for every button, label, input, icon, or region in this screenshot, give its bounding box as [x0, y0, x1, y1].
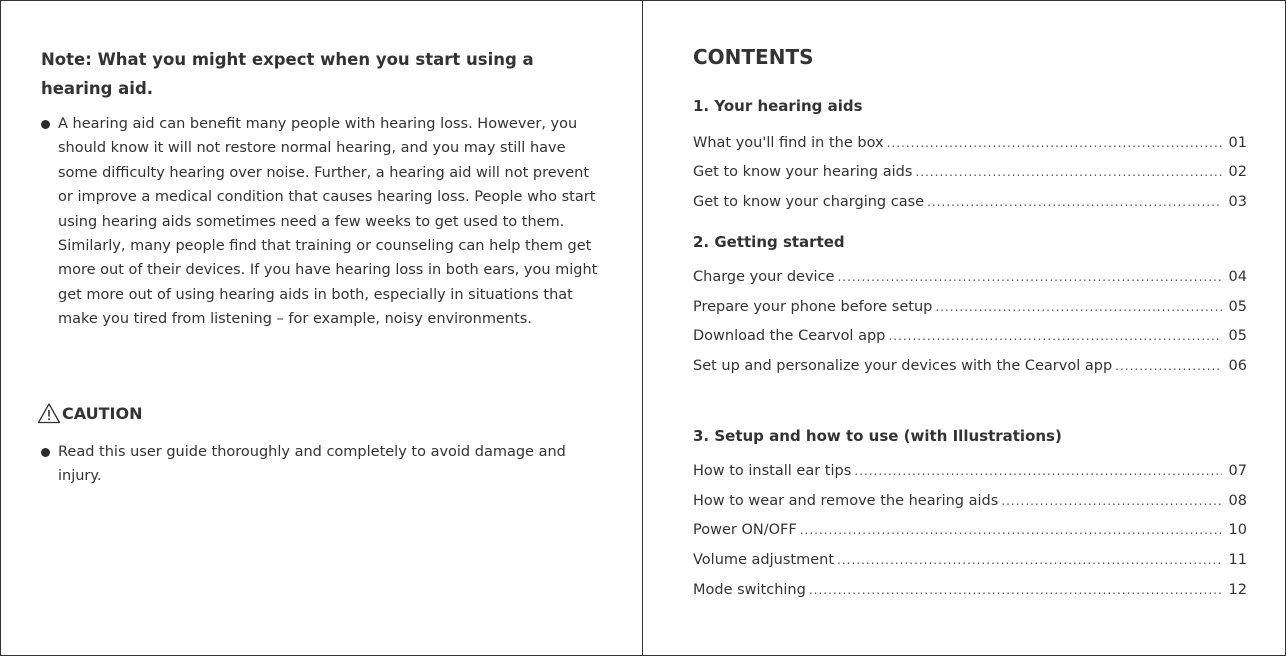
caution-heading [37, 401, 142, 425]
toc-entry-page: 11 [1228, 552, 1247, 568]
toc-entry[interactable] [693, 299, 1247, 321]
toc-leader [935, 300, 1222, 314]
toc-entry[interactable] [693, 582, 1247, 604]
toc-entry-title: Mode switching [693, 582, 806, 598]
caution-bullet [41, 440, 601, 489]
toc-leader [837, 270, 1222, 284]
bullet-dot-icon [41, 120, 50, 129]
toc-entry-page: 12 [1228, 582, 1247, 598]
toc-entry-page: 05 [1228, 299, 1247, 315]
toc-entry-page: 01 [1228, 135, 1247, 151]
toc-entry[interactable] [693, 164, 1247, 186]
section-heading: 1. Your hearing aids [693, 97, 863, 115]
toc-leader [915, 165, 1222, 179]
toc-entry[interactable] [693, 269, 1247, 291]
toc-leader [927, 195, 1222, 209]
toc-entry-page: 10 [1228, 522, 1247, 538]
toc-leader [888, 329, 1222, 343]
toc-leader [837, 553, 1222, 567]
toc-leader [1115, 359, 1222, 373]
warning-triangle-icon [37, 402, 61, 424]
toc-entry[interactable] [693, 135, 1247, 157]
section-heading: 2. Getting started [693, 233, 845, 251]
toc-entry[interactable] [693, 358, 1247, 380]
toc-leader [809, 583, 1222, 597]
toc-entry-page: 04 [1228, 269, 1247, 285]
toc-entry-title: How to install ear tips [693, 463, 852, 479]
note-title: Note: What you might expect when you start using a hearing aid. [41, 50, 534, 98]
toc-entry-title: Set up and personalize your devices with the Cearvol app [693, 358, 1113, 374]
right-page [643, 1, 1285, 655]
toc-entry-title: Download the Cearvol app [693, 328, 886, 344]
toc-entry[interactable] [693, 493, 1247, 515]
toc-leader [800, 523, 1222, 537]
toc-entry-page: 08 [1228, 493, 1247, 509]
toc-entry-title: Charge your device [693, 269, 835, 285]
toc-entry[interactable] [693, 463, 1247, 485]
note-body: A hearing aid can benefit many people with hearing loss. However, you should know it will not restore normal hearing, and you may still have some difficulty hearing over noise. Further, a hearing aid will not prevent or improve a medical condition that causes hearing loss. People who start using hearing aids sometimes need a few weeks to get used to them. Similarly, many people find that training or counseling can help them get more out of their devices. If you have hearing loss in both ears, you might get more out of using hearing aids in both, especially in situations that make you tired from listening – for example, noisy environments. [58, 116, 598, 328]
toc-leader [1001, 494, 1222, 508]
contents-title: CONTENTS [693, 45, 814, 69]
toc-entry-title: Get to know your charging case [693, 194, 925, 210]
toc-entry-page: 06 [1228, 358, 1247, 374]
section-heading: 3. Setup and how to use (with Illustrations) [693, 427, 1062, 445]
toc-entry-page: 03 [1228, 194, 1247, 210]
bullet-dot-icon [41, 448, 50, 457]
toc-entry-page: 07 [1228, 463, 1247, 479]
toc-entry[interactable] [693, 328, 1247, 350]
caution-label: CAUTION [62, 403, 143, 423]
toc-entry-title: How to wear and remove the hearing aids [693, 493, 999, 509]
caution-body: Read this user guide thoroughly and completely to avoid damage and injury. [58, 444, 566, 485]
toc-entry-page: 05 [1228, 328, 1247, 344]
note-bullet [41, 112, 601, 332]
toc-entry-title: Power ON/OFF [693, 522, 797, 538]
toc-leader [854, 464, 1222, 478]
left-page [1, 1, 643, 655]
toc-entry-title: What you'll find in the box [693, 135, 884, 151]
toc-entry-page: 02 [1228, 164, 1247, 180]
toc-entry-title: Get to know your hearing aids [693, 164, 913, 180]
toc-entry[interactable] [693, 194, 1247, 216]
toc-leader [887, 136, 1222, 150]
toc-entry[interactable] [693, 552, 1247, 574]
toc-entry-title: Prepare your phone before setup [693, 299, 933, 315]
toc-entry-title: Volume adjustment [693, 552, 835, 568]
toc-entry[interactable] [693, 522, 1247, 544]
